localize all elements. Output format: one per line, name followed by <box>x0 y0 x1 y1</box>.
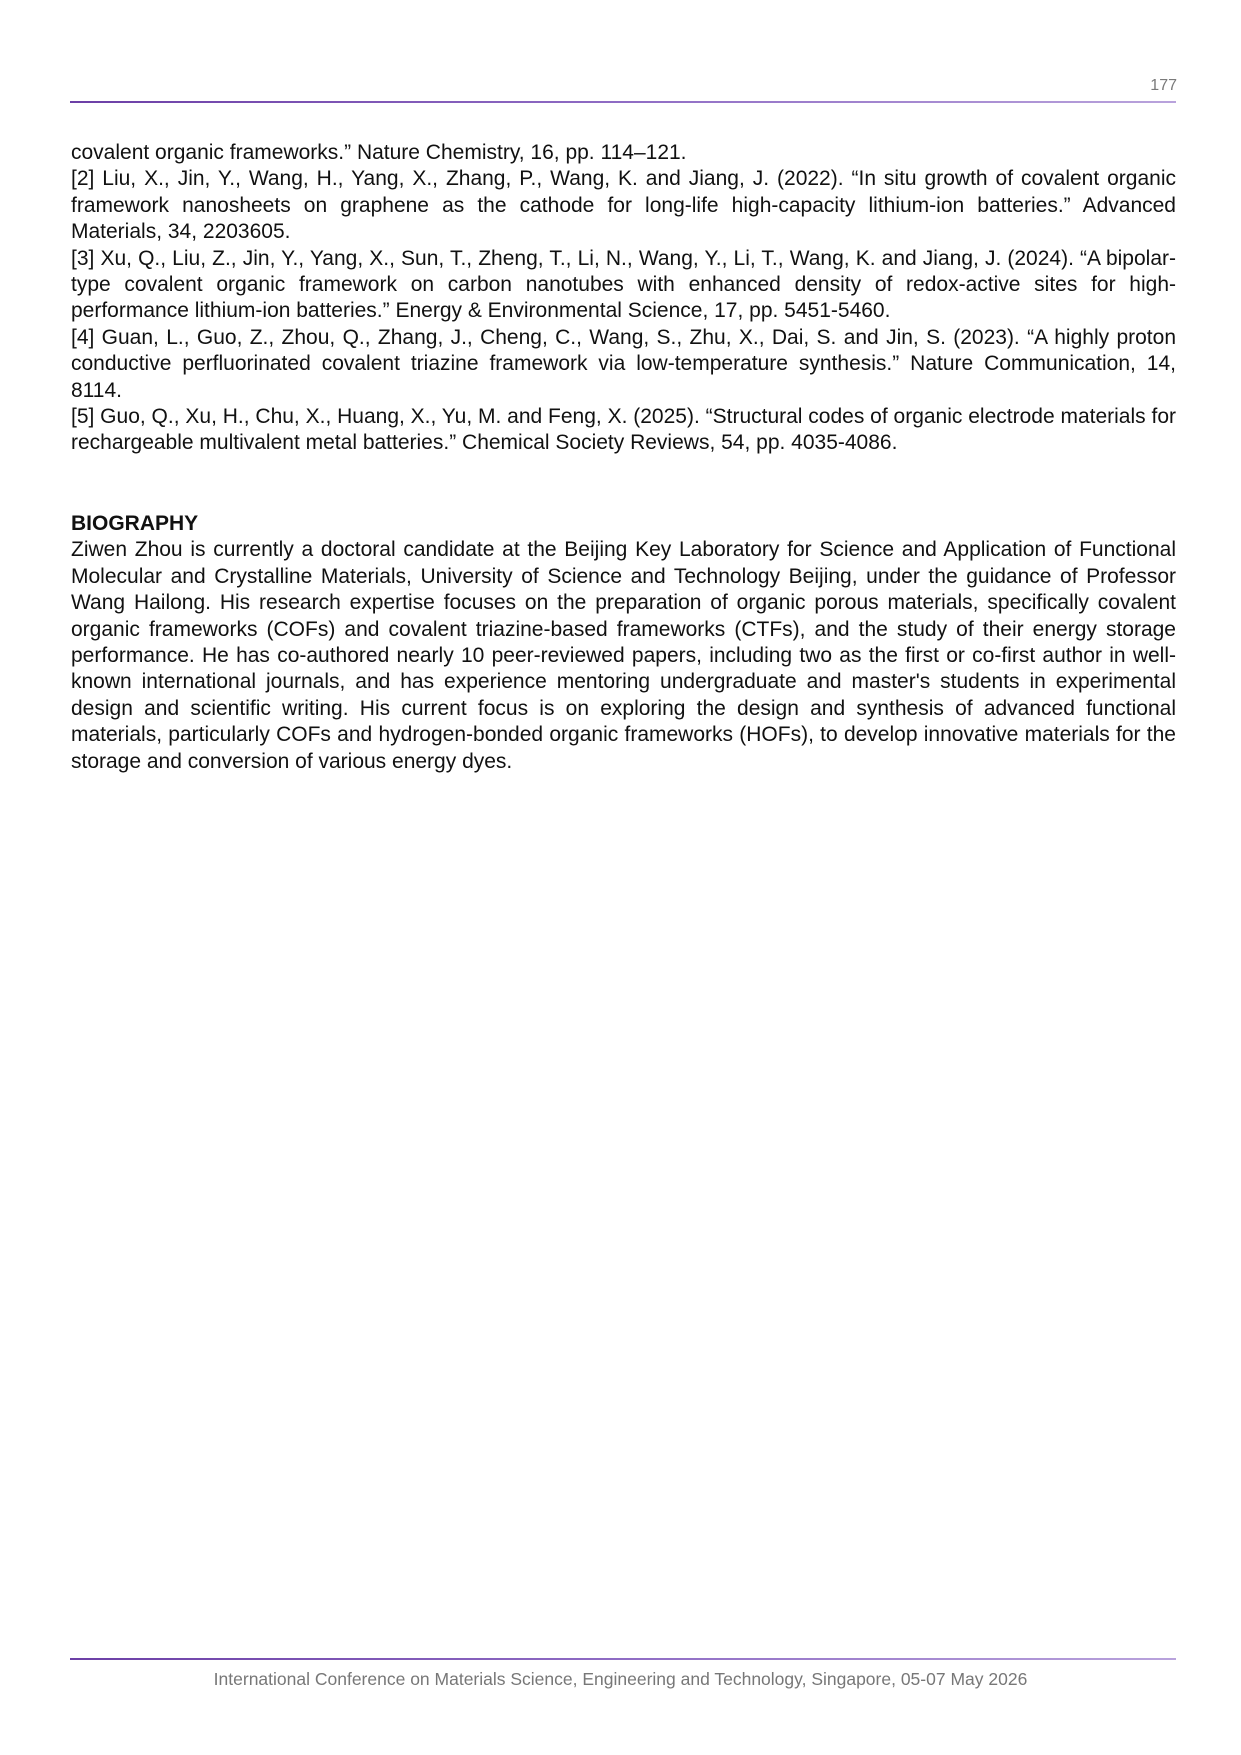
page-content <box>71 140 1176 775</box>
footer-rule <box>70 1658 1176 1660</box>
biography-text: Ziwen Zhou is currently a doctoral candidate at the Beijing Key Laboratory for Science and Application of Functional Molecular and Crystalline Materials, University of Science and Technology Beijing, under the guidance of Professor Wang Hailong. His research expertise focuses on the preparation of organic porous materials, specifically covalent organic frameworks (COFs) and covalent triazine-based frameworks (CTFs), and the study of their energy storage performance. He has co-authored nearly 10 peer-reviewed papers, including two as the first or co-first author in well-known international journals, and has experience mentoring undergraduate and master's students in experimental design and scientific writing. His current focus is on exploring the design and synthesis of advanced functional materials, particularly COFs and hydrogen-bonded organic frameworks (HOFs), to develop innovative materials for the storage and conversion of various energy dyes. <box>71 538 1176 773</box>
biography-heading: BIOGRAPHY <box>71 511 199 535</box>
footer-text: International Conference on Materials Science, Engineering and Technology, Singapore, 05-07 May 2026 <box>213 1669 1028 1689</box>
reference-2: [2] Liu, X., Jin, Y., Wang, H., Yang, X., Zhang, P., Wang, K. and Jiang, J. (2022). “In situ growth of covalent organic framework nanosheets on graphene as the cathode for long-life high-capacity lithium-ion batteries.” Advanced Materials, 34, 2203605. <box>71 167 1176 244</box>
page-number: 177 <box>1150 77 1177 94</box>
reference-5: [5] Guo, Q., Xu, H., Chu, X., Huang, X., Yu, M. and Feng, X. (2025). “Structural codes of organic electrode materials for rechargeable multivalent metal batteries.” Chemical Society Reviews, 54, pp. 4035-4086. <box>71 405 1176 455</box>
header-rule <box>70 101 1176 103</box>
reference-3: [3] Xu, Q., Liu, Z., Jin, Y., Yang, X., Sun, T., Zheng, T., Li, N., Wang, Y., Li, T., Wang, K. and Jiang, J. (2024). “A bipolar-type covalent organic framework on carbon nanotubes with enhanced density of redox-active sites for high-performance lithium-ion batteries.” Energy & Environmental Science, 17, pp. 5451-5460. <box>71 246 1176 323</box>
reference-1-continuation: covalent organic frameworks.” Nature Chemistry, 16, pp. 114–121. <box>71 141 687 164</box>
reference-4: [4] Guan, L., Guo, Z., Zhou, Q., Zhang, J., Cheng, C., Wang, S., Zhu, X., Dai, S. and Jin, S. (2023). “A highly proton conductive perfluorinated covalent triazine framework via low-temperature synthesis.” Nature Communication, 14, 8114. <box>71 325 1176 402</box>
